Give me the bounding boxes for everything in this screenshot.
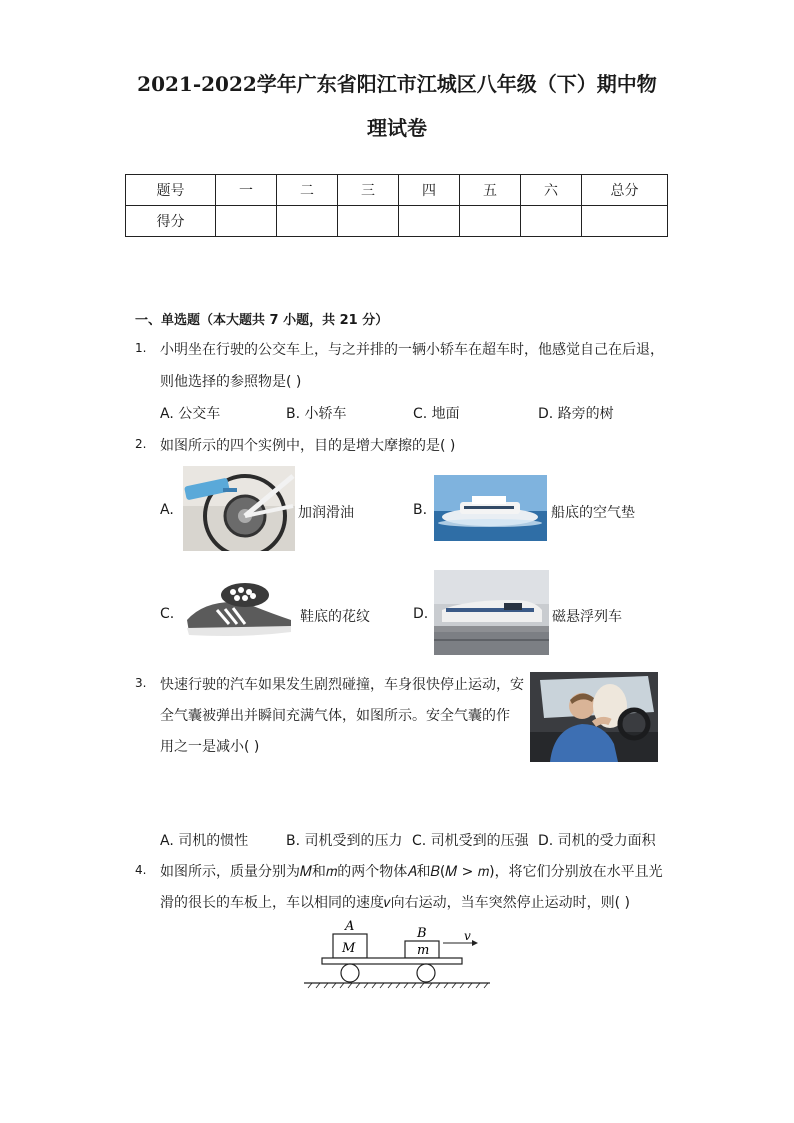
- question-4-stem-line2: 滑的很长的车板上，车以相同的速度𝑣向右运动，当车突然停止运动时，则( ): [160, 895, 630, 911]
- label-b: B: [417, 926, 427, 941]
- question-1-stem-line2: 则他选择的参照物是( ): [160, 374, 302, 390]
- question-3-option-c[interactable]: C. 司机受到的压强: [412, 833, 529, 849]
- question-number: 2.: [135, 437, 147, 451]
- score-table: [125, 174, 668, 237]
- question-2-option-b-text: 船底的空气垫: [551, 505, 635, 521]
- score-cell[interactable]: [399, 206, 460, 237]
- score-cell[interactable]: [277, 206, 338, 237]
- score-header-cell: 五: [460, 175, 521, 206]
- question-3-option-d[interactable]: D. 司机的受力面积: [538, 833, 656, 849]
- question-1-stem-line1: 小明坐在行驶的公交车上，与之并排的一辆小轿车在超车时，他感觉自己在后退，: [160, 342, 664, 358]
- maglev-train-image: [434, 570, 549, 655]
- ground-hatching: [308, 983, 488, 988]
- cart-board: [322, 958, 462, 964]
- question-2-option-a-letter[interactable]: A.: [160, 502, 174, 518]
- score-cell[interactable]: [338, 206, 399, 237]
- velocity-label: v: [464, 929, 471, 943]
- question-2-option-a-text: 加润滑油: [298, 505, 354, 521]
- question-3-stem-line1: 快速行驶的汽车如果发生剧烈碰撞，车身很快停止运动，安: [160, 677, 524, 693]
- score-cell[interactable]: [582, 206, 668, 237]
- question-number: 1.: [135, 341, 147, 355]
- cart-wheel-right: [417, 964, 435, 982]
- velocity-arrowhead: [472, 940, 478, 946]
- hovercraft-image: [434, 475, 547, 541]
- question-2-option-d-text: 磁悬浮列车: [552, 609, 622, 625]
- score-header-cell: 四: [399, 175, 460, 206]
- question-2-option-b-letter[interactable]: B.: [413, 502, 428, 518]
- question-3-stem-line3: 用之一是减小( ): [160, 739, 260, 755]
- mass-b: m: [417, 943, 430, 958]
- cart-wheel-left: [341, 964, 359, 982]
- question-3-option-b[interactable]: B. 司机受到的压力: [286, 833, 403, 849]
- score-cell[interactable]: [216, 206, 277, 237]
- sneaker-image: [183, 580, 297, 640]
- score-header-cell: 六: [521, 175, 582, 206]
- question-number: 3.: [135, 676, 147, 690]
- bicycle-chain-oil-image: [183, 466, 295, 551]
- section-heading: 一、单选题（本大题共 7 小题，共 21 分）: [135, 313, 389, 328]
- question-1-option-c[interactable]: C. 地面: [413, 406, 460, 422]
- driver-airbag-image: [530, 672, 658, 762]
- cart-diagram: [300, 916, 495, 992]
- question-1-option-b[interactable]: B. 小轿车: [286, 406, 347, 422]
- score-header-cell: 二: [277, 175, 338, 206]
- score-header-cell: 三: [338, 175, 399, 206]
- score-cell[interactable]: [521, 206, 582, 237]
- score-header-cell: 总分: [582, 175, 668, 206]
- question-2-option-c-letter[interactable]: C.: [160, 606, 175, 622]
- question-4-stem-line1: 如图所示，质量分别为𝑀和𝑚的两个物体𝐴和𝐵(𝑀 > 𝑚)，将它们分别放在水平且光: [160, 864, 663, 880]
- question-1-option-d[interactable]: D. 路旁的树: [538, 406, 614, 422]
- score-table-header-row: [126, 175, 668, 206]
- paper-title-line1: 2021-2022学年广东省阳江市江城区八年级（下）期中物: [137, 72, 657, 96]
- score-table-score-row: [126, 206, 668, 237]
- mass-a: M: [342, 941, 356, 956]
- question-3-stem-line2: 全气囊被弹出并瞬间充满气体，如图所示。安全气囊的作: [160, 708, 510, 724]
- question-2-stem: 如图所示的四个实例中，目的是增大摩擦的是( ): [160, 438, 456, 454]
- question-3-option-a[interactable]: A. 司机的惯性: [160, 833, 249, 849]
- question-number: 4.: [135, 863, 147, 877]
- score-cell[interactable]: [460, 206, 521, 237]
- question-2-option-d-letter[interactable]: D.: [413, 606, 429, 622]
- score-row-label: 得分: [126, 206, 216, 237]
- score-header-cell: 题号: [126, 175, 216, 206]
- paper-title-line2: 理试卷: [367, 116, 427, 140]
- question-1-option-a[interactable]: A. 公交车: [160, 406, 221, 422]
- question-2-option-c-text: 鞋底的花纹: [300, 609, 370, 625]
- label-a: A: [345, 919, 355, 934]
- score-header-cell: 一: [216, 175, 277, 206]
